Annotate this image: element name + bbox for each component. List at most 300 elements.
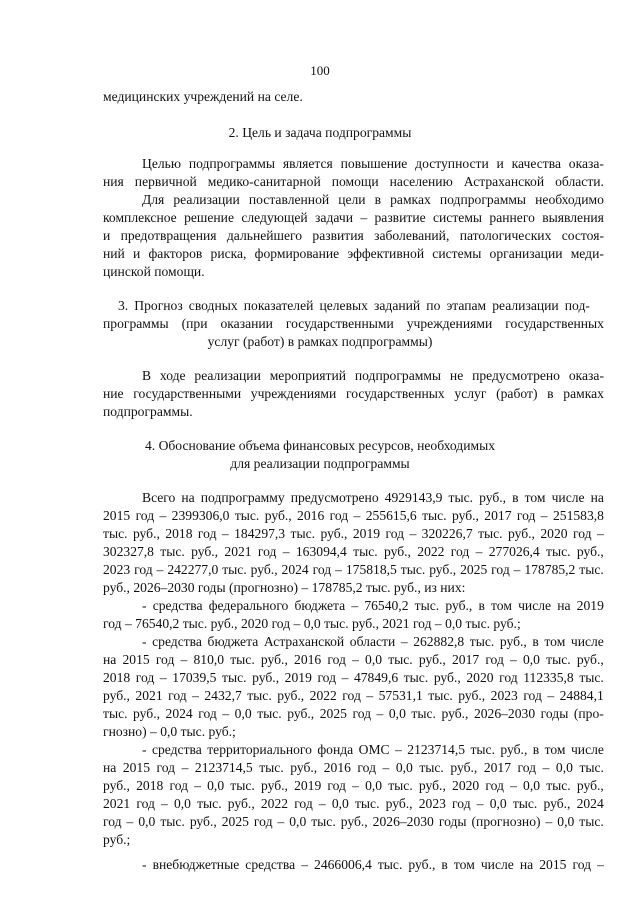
word: 2021 <box>103 796 131 811</box>
word: 2015 <box>122 652 150 667</box>
word: – <box>352 652 359 667</box>
word: предотвращения <box>120 228 217 243</box>
word: учреждениями <box>250 386 337 401</box>
word: в <box>512 490 519 505</box>
word: 2399306,0 <box>171 508 230 523</box>
word: том <box>544 634 566 649</box>
word: на <box>103 652 117 667</box>
word: руб., <box>451 508 479 523</box>
word: реализации <box>492 298 559 313</box>
word: выявления <box>542 210 604 225</box>
word: – <box>513 562 521 577</box>
section-2-p2-line-1 <box>142 191 604 209</box>
word: 0,0 <box>522 652 540 667</box>
word: руб., <box>287 706 315 721</box>
word: год <box>135 670 155 685</box>
word: 4929143,9 <box>384 490 443 505</box>
word: – <box>181 760 189 775</box>
oms-fund-line-2 <box>103 759 604 777</box>
word: 2466006,4 <box>314 857 372 872</box>
regional-budget-line-2 <box>103 651 604 669</box>
word: оказа- <box>568 156 604 171</box>
word: необходимо <box>535 192 604 207</box>
word: 184297,3 <box>234 526 286 541</box>
word: тыс. <box>234 508 260 523</box>
word: 2024 <box>576 796 604 811</box>
word: год <box>342 688 361 703</box>
word: оказании <box>220 316 273 331</box>
word: – <box>159 508 167 523</box>
word: государственных <box>345 386 445 401</box>
word: – <box>476 796 484 811</box>
word: – <box>161 796 168 811</box>
section-4-title-line-1: 4. Обоснование объема финансовых ресурсов, необходимых <box>144 438 496 453</box>
word: заданий <box>374 298 421 313</box>
page-number: 100 <box>310 63 330 78</box>
word: 0,0 <box>388 706 406 721</box>
word: состоя- <box>561 228 604 243</box>
section-3-p1-line-2 <box>103 385 604 403</box>
word: годы <box>438 814 467 829</box>
word: Прогноз <box>134 298 183 313</box>
word: области <box>349 634 396 649</box>
funding-total-line-5 <box>103 561 604 579</box>
word: год <box>327 652 346 667</box>
word: тыс. <box>478 526 503 541</box>
word: 2015 <box>122 760 151 775</box>
word: 2025 <box>319 706 347 721</box>
word: средства <box>245 857 296 872</box>
word: руб., <box>250 562 278 577</box>
word: федерального <box>208 598 289 613</box>
word: организации <box>489 246 563 261</box>
word: сводных <box>188 298 238 313</box>
word: год <box>572 526 592 541</box>
word: том <box>524 490 546 505</box>
word: числе <box>570 634 604 649</box>
word: руб., <box>500 742 528 757</box>
word: – <box>194 778 201 793</box>
word: 2019 <box>352 526 381 541</box>
word: руб., <box>252 670 280 685</box>
word: год <box>452 796 471 811</box>
word: рамках <box>563 386 604 401</box>
word: год <box>197 526 217 541</box>
word: тыс. <box>448 490 474 505</box>
word: 2022 <box>260 796 289 811</box>
funding-total-line-1 <box>142 489 604 507</box>
oms-fund-line-5 <box>103 813 604 831</box>
word: населению <box>389 174 453 189</box>
word: год <box>253 814 273 829</box>
word: формирование <box>254 246 340 261</box>
word: в <box>547 386 554 401</box>
word: в <box>478 598 485 613</box>
word: числе <box>480 857 514 872</box>
word: - <box>142 857 147 872</box>
regional-budget-line-3 <box>103 669 604 687</box>
word: тыс. <box>579 562 604 577</box>
word: 2016 <box>294 652 322 667</box>
word: – <box>301 857 308 872</box>
word: руб., <box>445 598 473 613</box>
word: 0,0 <box>523 778 541 793</box>
extra-budget-line-1 <box>142 856 604 874</box>
word: тыс. <box>469 634 495 649</box>
word: руб., <box>227 796 255 811</box>
word: рамках <box>390 192 431 207</box>
word: 2025 <box>221 814 249 829</box>
word: год <box>155 652 175 667</box>
word: дальнейшего <box>226 228 303 243</box>
word: ния <box>103 174 124 189</box>
word: заболеваний, <box>374 228 450 243</box>
word: 2023 <box>490 688 518 703</box>
word: качества <box>511 156 561 171</box>
word: поставленной <box>248 192 330 207</box>
word: годы <box>540 706 569 721</box>
word: 0,0 <box>365 652 383 667</box>
regional-budget-line-1 <box>142 633 604 651</box>
word: государственными <box>133 386 242 401</box>
word: программы <box>103 316 169 331</box>
word: 810,0 <box>193 652 225 667</box>
section-3-title-line-2 <box>103 315 604 333</box>
regional-budget-line-5 <box>103 705 604 723</box>
section-2-p2-line-2 <box>103 209 604 227</box>
word: тыс. <box>403 670 429 685</box>
word: помощи <box>331 174 379 189</box>
word: 2020 <box>466 670 494 685</box>
oms-fund-line-3 <box>103 777 604 795</box>
word: под- <box>564 298 590 313</box>
word: 2023 <box>418 796 446 811</box>
word: и <box>133 246 141 261</box>
word: 2019 <box>284 670 312 685</box>
section-2-p1-line-2 <box>103 173 604 191</box>
section-2-p2-line-3 <box>103 227 604 245</box>
regional-budget-line-4 <box>103 687 604 705</box>
word: руб., <box>479 490 507 505</box>
word: тыс. <box>419 760 444 775</box>
word: год <box>257 544 277 559</box>
word: руб., <box>132 526 160 541</box>
word: числе <box>518 598 552 613</box>
word: руб., <box>433 670 461 685</box>
word: 2432,7 <box>204 688 242 703</box>
word: тыс. <box>197 796 222 811</box>
word: (про- <box>573 706 604 721</box>
word: 2123714,5 <box>194 760 253 775</box>
word: патологических <box>459 228 552 243</box>
word: 2017 <box>451 652 480 667</box>
word: подпрограммы <box>188 156 276 171</box>
word: - <box>142 598 147 613</box>
word: – <box>376 706 384 721</box>
word: является <box>282 156 333 171</box>
word: подпрограммы <box>439 192 527 207</box>
word: следующей <box>241 210 308 225</box>
word: 320226,7 <box>421 526 473 541</box>
word: 2020 <box>540 526 568 541</box>
word: руб., <box>576 544 604 559</box>
word: 255615,6 <box>365 508 417 523</box>
word: – <box>510 778 517 793</box>
word: 0,0 <box>331 796 349 811</box>
word: на <box>181 490 195 505</box>
word: 0,0 <box>289 814 307 829</box>
word: – <box>156 562 164 577</box>
word: – <box>409 526 417 541</box>
word: цели <box>338 192 366 207</box>
word: 0,0 <box>395 760 413 775</box>
word: средства <box>152 634 202 649</box>
word: руб., <box>103 688 130 703</box>
word: – <box>395 742 402 757</box>
word: 2021 <box>135 688 163 703</box>
word: – <box>597 857 604 872</box>
word: государственных <box>505 316 604 331</box>
oms-fund-line-4 <box>103 795 604 813</box>
word: год <box>485 652 504 667</box>
word: – <box>277 814 285 829</box>
funding-total-line-2 <box>103 507 604 525</box>
word: руб., <box>499 634 527 649</box>
word: тыс. <box>230 652 255 667</box>
word: - <box>142 634 147 649</box>
word: Для <box>142 192 165 207</box>
word: – <box>547 688 555 703</box>
word: тыс. <box>160 544 185 559</box>
word: тыс. <box>400 562 426 577</box>
word: руб., <box>418 652 446 667</box>
word: – <box>126 814 134 829</box>
word: мероприятий <box>269 368 347 383</box>
word: медико-санитарной <box>207 174 321 189</box>
word: 2019 <box>576 598 604 613</box>
section-2-p2-line-4 <box>103 245 604 263</box>
word: – <box>352 778 359 793</box>
word: – <box>221 526 229 541</box>
word: повышение <box>340 156 408 171</box>
word: Всего <box>142 490 176 505</box>
word: 242277,0 <box>167 562 219 577</box>
word: средства <box>151 742 202 757</box>
word: год <box>385 526 405 541</box>
word: и <box>103 228 111 243</box>
word: тыс. <box>546 778 571 793</box>
word: целевых <box>319 298 368 313</box>
word: – <box>282 544 290 559</box>
word: тыс. <box>353 544 378 559</box>
word: – <box>545 814 553 829</box>
word: 0,0 <box>557 814 575 829</box>
section-2-title: 2. Цель и задача подпрограммы <box>228 125 412 140</box>
word: тыс. <box>311 814 336 829</box>
section-2-p2-line-5: цинской помощи. <box>103 264 205 279</box>
word: бюджета <box>207 634 259 649</box>
word: руб., <box>418 778 446 793</box>
word: тыс. <box>422 508 447 523</box>
word: раннего <box>489 210 535 225</box>
word: 178785,2 <box>524 562 576 577</box>
word: руб., <box>450 760 478 775</box>
word: 3. <box>118 298 129 313</box>
word: руб., <box>384 544 411 559</box>
word: реализации <box>194 368 261 383</box>
word: тыс. <box>428 688 453 703</box>
federal-budget-line-2: год – 76540,2 тыс. руб., 2020 год – 0,0 тыс. руб., 2021 год – 0,0 тыс. руб.; <box>103 616 521 631</box>
word: руб., <box>290 760 318 775</box>
word: год <box>523 688 542 703</box>
word: год <box>352 706 372 721</box>
word: 57531,1 <box>378 688 423 703</box>
word: 112335,8 <box>523 670 574 685</box>
word: системы <box>433 210 483 225</box>
word: тыс. <box>103 706 128 721</box>
word: том <box>544 742 566 757</box>
word: руб., <box>191 544 219 559</box>
word: – <box>318 796 326 811</box>
word: ОМС <box>358 742 390 757</box>
word: год <box>450 544 470 559</box>
word: тыс. <box>257 706 282 721</box>
word: руб., <box>133 706 160 721</box>
word: тыс. <box>388 652 413 667</box>
word: тыс. <box>414 598 440 613</box>
word: 0,0 <box>173 796 191 811</box>
word: числе <box>570 742 604 757</box>
word: предусмотрено <box>290 490 379 505</box>
word: на <box>519 857 534 872</box>
word: тыс. <box>160 814 185 829</box>
word: – <box>596 526 604 541</box>
word: факторов <box>148 246 203 261</box>
word: развития <box>312 228 364 243</box>
word: тыс. <box>579 814 604 829</box>
word: – <box>510 652 517 667</box>
word: год <box>294 796 313 811</box>
word: первичной <box>134 174 197 189</box>
word: – <box>341 670 349 685</box>
word: тыс. <box>579 670 604 685</box>
section-3-title-line-3: услуг (работ) в рамках подпрограммы) <box>207 334 433 349</box>
word: руб., <box>441 706 469 721</box>
word: 2020 <box>452 778 480 793</box>
word: 0,0 <box>489 796 507 811</box>
word: ние <box>103 386 124 401</box>
word: 2026–2030 <box>372 814 434 829</box>
word: тыс. <box>546 652 571 667</box>
word: ний <box>103 246 125 261</box>
word: территориального <box>207 742 312 757</box>
word: на <box>557 598 571 613</box>
word: 2024 <box>165 706 193 721</box>
word: 2022 <box>417 544 445 559</box>
word: руб., <box>408 857 436 872</box>
word: в <box>374 192 382 207</box>
word: подпрограмму <box>200 490 285 505</box>
word: руб., <box>458 688 486 703</box>
word: 2017 <box>483 760 512 775</box>
regional-budget-line-6: гнозно) – 0,0 тыс. руб.; <box>103 724 236 739</box>
word: – <box>351 598 359 613</box>
word: системы <box>432 246 482 261</box>
word: – <box>475 544 483 559</box>
word: – <box>540 508 548 523</box>
word: меди- <box>570 246 604 261</box>
word: 262882,8 <box>413 634 465 649</box>
section-4-title-line-2: для реализации подпрограммы <box>230 456 410 471</box>
word: в <box>532 634 539 649</box>
word: – <box>382 760 390 775</box>
word: 0,0 <box>207 778 225 793</box>
word: 2018 <box>165 526 193 541</box>
word: руб., <box>508 526 535 541</box>
word: руб., <box>385 796 413 811</box>
word: 2018 <box>136 778 164 793</box>
word: 17039,5 <box>172 670 217 685</box>
section-3-title-line-1 <box>118 297 590 315</box>
word: 47849,6 <box>353 670 399 685</box>
word: 2123714,5 <box>407 742 466 757</box>
word: 277026,4 <box>488 544 540 559</box>
word: руб., <box>543 796 571 811</box>
word: (прогнозно) <box>471 814 541 829</box>
funding-total-line-6: руб., 2026–2030 годы (прогнозно) – 178785,2 тыс. руб., из них: <box>103 580 466 595</box>
funding-total-line-3 <box>103 525 604 543</box>
word: задачи <box>315 210 353 225</box>
word: тыс. <box>388 778 413 793</box>
word: 2021 <box>224 544 252 559</box>
word: год <box>198 706 217 721</box>
word: тыс. <box>354 796 380 811</box>
word: 251583,8 <box>552 508 604 523</box>
word: тыс. <box>247 688 272 703</box>
word: 175818,5 <box>345 562 397 577</box>
word: и <box>496 156 504 171</box>
word: по <box>426 298 441 313</box>
word: руб., <box>264 508 292 523</box>
word: на <box>590 490 604 505</box>
section-3-p1-line-3: подпрограммы. <box>103 404 193 419</box>
word: тыс. <box>222 670 247 685</box>
word: – <box>400 634 408 649</box>
word: 302327,8 <box>103 544 154 559</box>
word: тыс. <box>377 857 403 872</box>
word: – <box>542 760 550 775</box>
word: год <box>572 857 592 872</box>
word: (работ) <box>496 386 538 401</box>
word: год <box>516 508 536 523</box>
word: 2023 <box>103 562 131 577</box>
word: средства <box>152 598 203 613</box>
word: развитие <box>374 210 426 225</box>
word: 0,0 <box>365 778 383 793</box>
word: тыс. <box>290 526 316 541</box>
word: год <box>317 670 336 685</box>
word: – <box>366 688 374 703</box>
word: руб., <box>103 778 130 793</box>
word: 2026–2030 <box>473 706 536 721</box>
word: год <box>491 562 510 577</box>
section-2-p1-line-1 <box>142 155 604 173</box>
word: предусмотрено <box>472 368 560 383</box>
word: тыс. <box>579 760 604 775</box>
word: тыс. <box>103 526 128 541</box>
word: 163094,4 <box>295 544 347 559</box>
word: руб., <box>320 526 348 541</box>
